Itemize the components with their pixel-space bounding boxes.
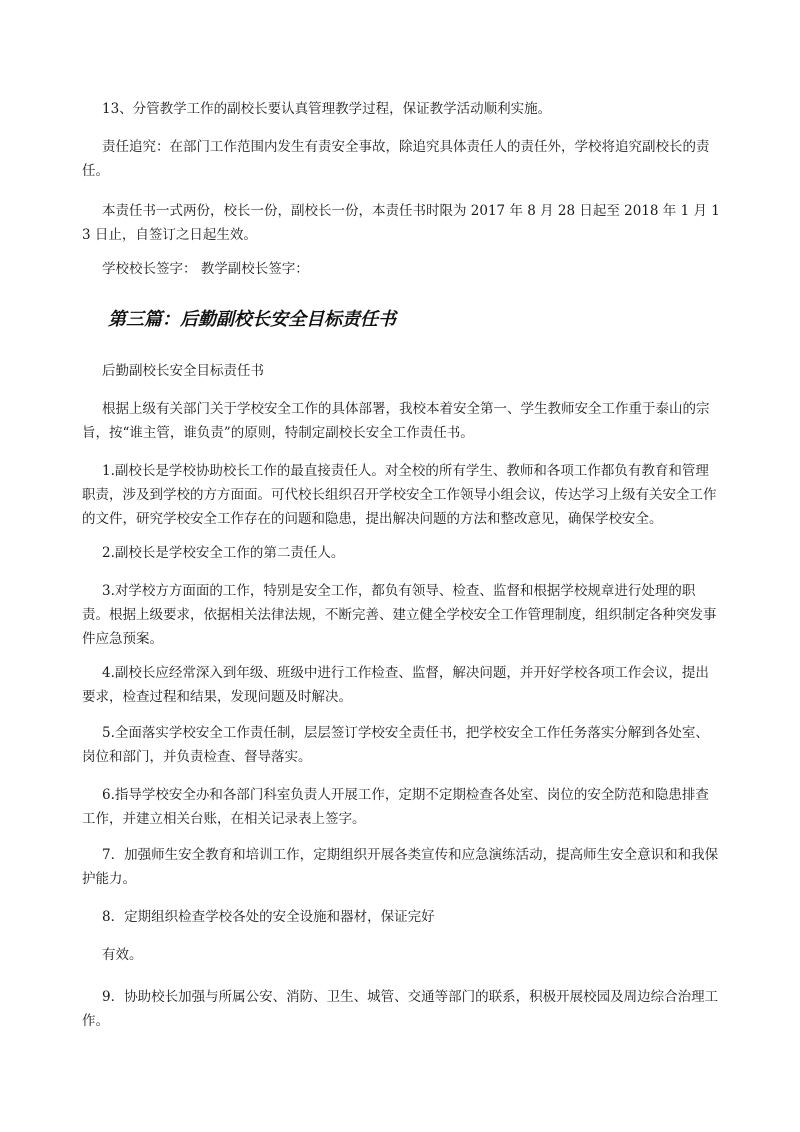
paragraph-item-2: 2.副校长是学校安全工作的第二责任人。 [102,545,345,561]
paragraph-signatures: 学校校长签字： 教学副校长签字： [102,261,309,277]
paragraph-intro: 根据上级有关部门关于学校安全工作的具体部署，我校本着安全第一、学生教师安全工作重于泰山的宗旨，按“谁主管，谁负责”的原则，特制定副校长安全工作责任书。 [82,401,710,441]
paragraph-item-3: 3.对学校方方面面的工作，特别是安全工作，都负有领导、检查、监督和根据学校规章进行处理的职责。根据上级要求，依据相关法律法规，不断完善、建立健全学校安全工作管理制度，组织制定各种突发事件应急预案。 [82,583,717,647]
paragraph-item-7: 7．加强师生安全教育和培训工作，定期组织开展各类宣传和应急演练活动，提高师生安全意识和和我保护能力。 [82,847,719,887]
paragraph-item-8: 8．定期组织检查学校各处的安全设施和器材，保证完好 [102,909,435,925]
paragraph-item-13: 13、分管教学工作的副校长要认真管理教学过程，保证教学活动顺利实施。 [102,101,552,117]
paragraph-copies-term: 本责任书一式两份，校长一份，副校长一份，本责任书时限为 2017 年 8 月 28 日起至 2018 年 1 月 13 日止，自签订之日起生效。 [82,203,720,243]
paragraph-item-4: 4.副校长应经常深入到年级、班级中进行工作检查、监督，解决问题，并开好学校各项工作会议，提出要求，检查过程和结果，发现问题及时解决。 [82,665,709,705]
paragraph-item-9: 9．协助校长加强与所属公安、消防、卫生、城管、交通等部门的联系，积极开展校园及周边综合治理工作。 [82,989,719,1029]
section-heading: 第三篇：后勤副校长安全目标责任书 [108,309,396,330]
paragraph-accountability: 责任追究：在部门工作范围内发生有责安全事故，除追究具体责任人的责任外，学校将追究副校长的责任。 [82,139,710,179]
paragraph-item-1: 1.副校长是学校协助校长工作的最直接责任人。对全校的所有学生、教师和各项工作都负有教育和管理职责，涉及到学校的方方面面。可代校长组织召开学校安全工作领导小组会议，传达学习上级有关安全工作的文件，研究学校安全工作存在的问题和隐患，提出解决问题的方法和整改意见，确保学校安全。 [82,463,717,527]
paragraph-item-8-continued: 有效。 [102,947,143,963]
paragraph-item-5: 5.全面落实学校安全工作责任制，层层签订学校安全责任书，把学校安全工作任务落实分解到各处室、岗位和部门，并负责检查、督导落实。 [82,725,709,765]
paragraph-item-6: 6.指导学校安全办和各部门科室负责人开展工作，定期不定期检查各处室、岗位的安全防范和隐患排查工作，并建立相关台账，在相关记录表上签字。 [82,787,709,827]
paragraph-subtitle: 后勤副校长安全目标责任书 [102,363,264,379]
